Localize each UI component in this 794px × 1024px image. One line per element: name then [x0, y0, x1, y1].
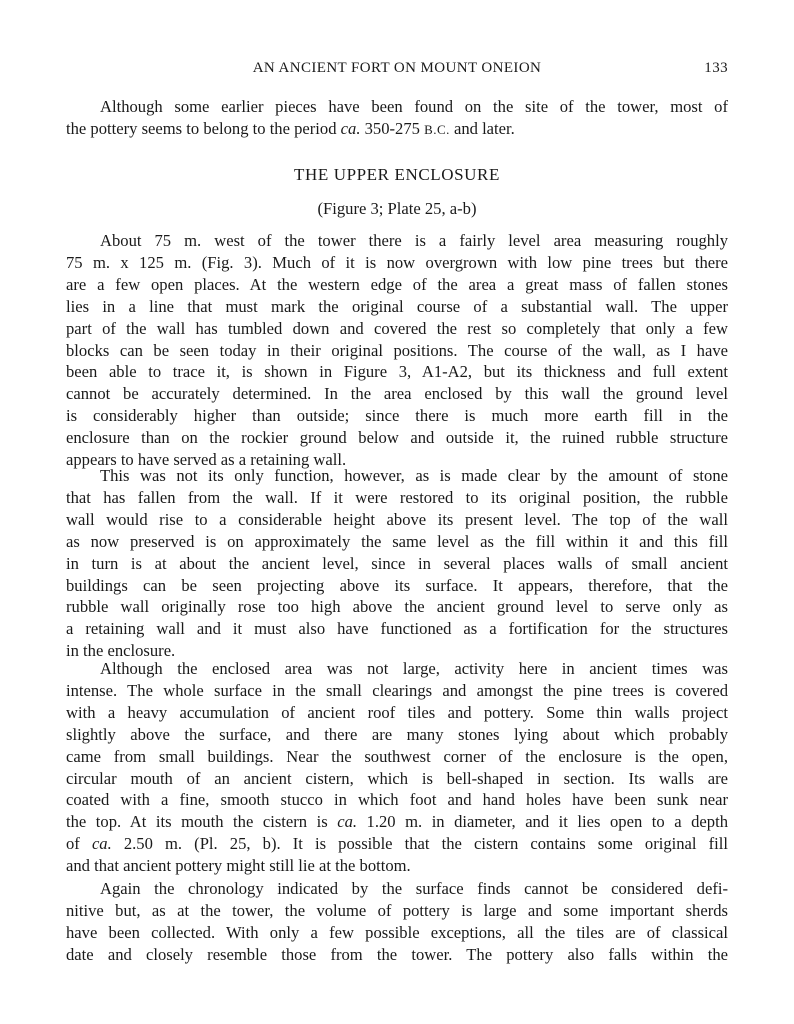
text-line: Although the enclosed area was not large, activity here in ancient times was — [100, 659, 728, 678]
text-line: blocks can be seen today in their original positions. The course of the wall, as I have — [66, 340, 728, 360]
text-line: Although some earlier pieces have been found on the site of the tower, most of — [100, 97, 728, 116]
text-line: This was not its only function, however, as is made clear by the amount of stone — [100, 466, 728, 485]
text-line: in the enclosure. — [66, 641, 176, 661]
text-line: part of the wall has tumbled down and covered the rest so completely that only a few — [66, 318, 728, 338]
intro-paragraph — [66, 96, 728, 141]
text-line: buildings can be seen projecting above its surface. It appears, therefore, that the — [66, 575, 728, 595]
text-line: lies in a line that must mark the original course of a substantial wall. The upper — [66, 296, 728, 316]
section-reference: (Figure 3; Plate 25, a-b) — [317, 199, 477, 218]
paragraph-3 — [66, 658, 728, 877]
text-line: date and closely resemble those from the tower. The pottery also falls within the — [66, 944, 728, 964]
text-line: of ca. 2.50 m. (Pl. 25, b). It is possible that the cistern contains some original fill — [66, 834, 728, 854]
running-head — [66, 60, 728, 82]
text-line: that has fallen from the wall. If it were restored to its original position, the rubble — [66, 487, 728, 507]
bc-abbrev: B.C. — [424, 121, 450, 137]
text-line: circular mouth of an ancient cistern, which is bell-shaped in section. Its walls are — [66, 768, 728, 788]
paragraph-4 — [66, 878, 728, 966]
text-line: a retaining wall and it must also have functioned as a fortification for the structures — [66, 619, 728, 639]
text-line: with a heavy accumulation of ancient roof tiles and pottery. Some thin walls project — [66, 702, 728, 722]
text-line: are a few open places. At the western edge of the area a great mass of fallen stones — [66, 274, 728, 294]
text-line: been able to trace it, is shown in Figure 3, A1-A2, but its thickness and full extent — [66, 362, 728, 382]
text-line: About 75 m. west of the tower there is a fairly level area measuring roughly — [100, 231, 728, 250]
text-line: intense. The whole surface in the small clearings and amongst the pine trees is covered — [66, 680, 728, 700]
text-line: the top. At its mouth the cistern is ca. 1.20 m. in diameter, and it lies open to a depth — [66, 812, 728, 832]
text-line: nitive but, as at the tower, the volume of pottery is large and some important sherds — [66, 900, 728, 920]
text-line: is considerably higher than outside; since there is much more earth fill in the — [66, 406, 728, 426]
text-line: the pottery seems to belong to the period ca. 350-275 B.C. and later. — [66, 118, 515, 138]
section-title: THE UPPER ENCLOSURE — [294, 165, 500, 184]
text-line: slightly above the surface, and there are many stones lying about which probably — [66, 724, 728, 744]
text-line: enclosure than on the rockier ground below and outside it, the ruined rubble structure — [66, 428, 728, 448]
text-line: coated with a fine, smooth stucco in which foot and hand holes have been sunk near — [66, 790, 728, 810]
circa-abbrev: ca. — [340, 118, 361, 138]
circa-abbrev: ca. — [337, 812, 358, 832]
text-line: cannot be accurately determined. In the area enclosed by this wall the ground level — [66, 384, 728, 404]
text-line: rubble wall originally rose too high above the ancient ground level to serve only as — [66, 597, 728, 617]
text-line: have been collected. With only a few possible exceptions, all the tiles are of classical — [66, 922, 728, 942]
running-head-title: AN ANCIENT FORT ON MOUNT ONEION — [252, 60, 542, 76]
text-line: and that ancient pottery might still lie at the bottom. — [66, 856, 411, 876]
text-line: as now preserved is on approximately the same level as the fill within it and this fill — [66, 531, 728, 551]
text-line: wall would rise to a considerable height above its present level. The top of the wall — [66, 509, 728, 529]
paragraph-2 — [66, 465, 728, 662]
text-line: in turn is at about the ancient level, since in several places walls of small ancient — [66, 553, 728, 573]
text-line: came from small buildings. Near the southwest corner of the enclosure is the open, — [66, 746, 728, 766]
text-line: Again the chronology indicated by the surface finds cannot be considered defi- — [100, 879, 728, 898]
text-line: 75 m. x 125 m. (Fig. 3). Much of it is now overgrown with low pine trees but there — [66, 252, 728, 272]
text-line: appears to have served as a retaining wall. — [66, 450, 347, 470]
page-number: 133 — [704, 60, 728, 76]
circa-abbrev: ca. — [91, 834, 112, 854]
paragraph-1 — [66, 230, 728, 471]
